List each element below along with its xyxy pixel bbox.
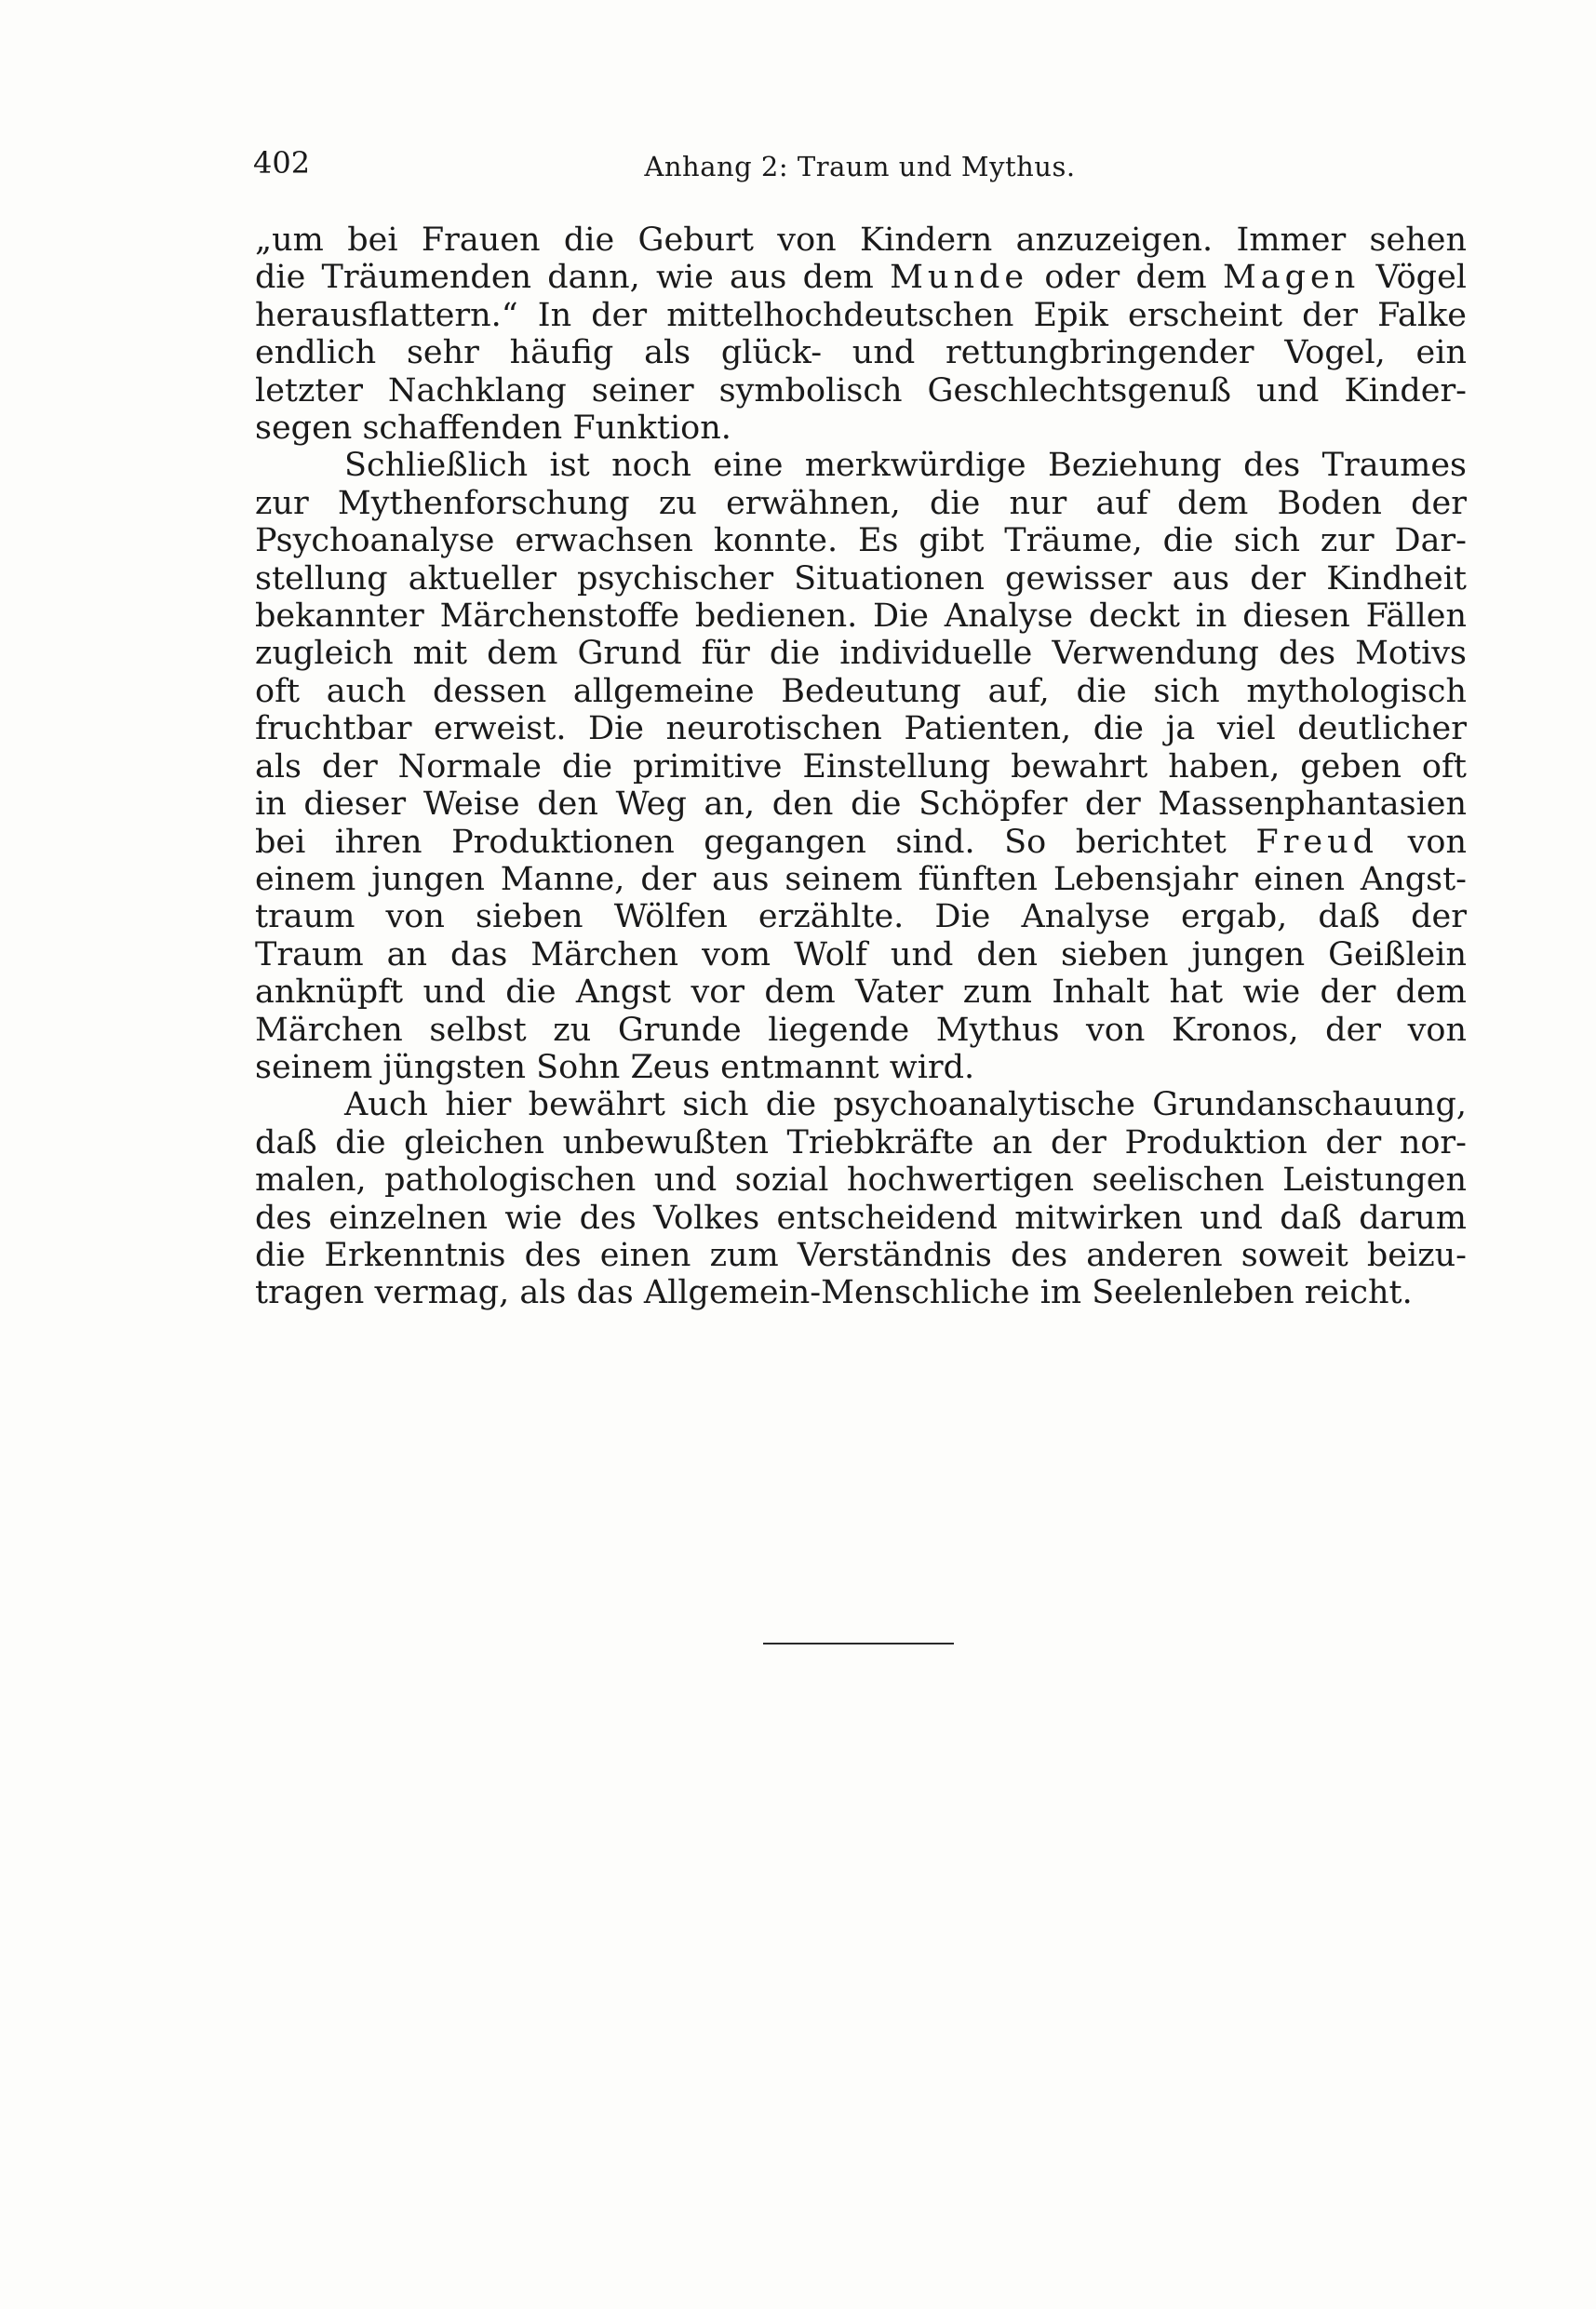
text-line — [255, 259, 1467, 296]
text-line: in dieser Weise den Weg an, den die Schöpfer der Massenphantasien — [255, 785, 1467, 824]
text-line: letzter Nachklang seiner symbolisch Geschlechtsgenuß und Kinder- — [255, 371, 1467, 409]
paragraph — [255, 447, 1467, 1086]
text-line: herausflattern.“ In der mittelhochdeutschen Epik erscheint der Falke — [255, 296, 1467, 334]
text-line: segen schaffenden Funktion. — [255, 409, 731, 448]
paragraph — [255, 1086, 1467, 1311]
text-line: zugleich mit dem Grund für die individuelle Verwendung des Motivs — [255, 635, 1467, 673]
text-line: des einzelnen wie des Volkes entscheidend mitwirken und daß darum — [255, 1199, 1467, 1237]
page-number: 402 — [253, 145, 311, 181]
text-line: endlich sehr häufig als glück- und rettungbringender Vogel, ein — [255, 334, 1467, 372]
text-span: Vögel — [1375, 259, 1467, 297]
text-line: Märchen selbst zu Grunde liegende Mythus von Kronos, der von — [255, 1011, 1467, 1049]
text-line: die Erkenntnis des einen zum Verständnis des anderen soweit beizu- — [255, 1236, 1467, 1274]
text-line: traum von sieben Wölfen erzählte. Die Analyse ergab, daß der — [255, 898, 1467, 936]
running-title: Anhang 2: Traum und Mythus. — [644, 151, 1076, 182]
text-line: Schließlich ist noch eine merkwürdige Beziehung des Traumes — [344, 447, 1467, 485]
paragraph — [255, 222, 1467, 447]
text-span: bei ihren Produktionen gegangen sind. So berichtet — [255, 823, 1227, 861]
text-line: Auch hier bewährt sich die psychoanalytische Grundanschauung, — [344, 1086, 1467, 1124]
page-header — [253, 140, 1467, 192]
text-line: Psychoanalyse erwachsen konnte. Es gibt Träume, die sich zur Dar- — [255, 522, 1467, 560]
text-line: bekannter Märchenstoffe bedienen. Die Analyse deckt in diesen Fällen — [255, 597, 1467, 636]
text-line: tragen vermag, als das Allgemein-Menschliche im Seelenleben reicht. — [255, 1274, 1413, 1312]
emphasis-text: Munde — [890, 259, 1029, 297]
text-line: oft auch dessen allgemeine Bedeutung auf, die sich mythologisch — [255, 672, 1467, 710]
text-line: malen, pathologischen und sozial hochwertigen seelischen Leistungen — [255, 1161, 1467, 1200]
text-span: von — [1407, 823, 1467, 861]
emphasis-text: Magen — [1222, 259, 1361, 297]
section-end-rule — [763, 1643, 954, 1644]
text-line: Traum an das Märchen vom Wolf und den sieben jungen Geißlein — [255, 935, 1467, 973]
text-line: fruchtbar erweist. Die neurotischen Patienten, die ja viel deutlicher — [255, 710, 1467, 748]
text-line: anknüpft und die Angst vor dem Vater zum Inhalt hat wie der dem — [255, 973, 1467, 1012]
text-line: „um bei Frauen die Geburt von Kindern anzuzeigen. Immer sehen — [255, 222, 1467, 259]
text-line: daß die gleichen unbewußten Triebkräfte an der Produktion der nor- — [255, 1123, 1467, 1161]
body-text — [255, 222, 1467, 1312]
text-line: einem jungen Manne, der aus seinem fünften Lebensjahr einen Angst- — [255, 860, 1467, 898]
text-line: zur Mythenforschung zu erwähnen, die nur auf dem Boden der — [255, 484, 1467, 522]
emphasis-text: Freud — [1255, 823, 1379, 861]
text-span: oder dem — [1044, 259, 1207, 297]
text-span: die Träumenden dann, wie aus dem — [255, 259, 874, 297]
text-line — [255, 824, 1467, 861]
text-line: als der Normale die primitive Einstellung bewahrt haben, geben oft — [255, 747, 1467, 785]
text-line: stellung aktueller psychischer Situationen gewisser aus der Kindheit — [255, 559, 1467, 597]
text-line: seinem jüngsten Sohn Zeus entmannt wird. — [255, 1048, 975, 1086]
